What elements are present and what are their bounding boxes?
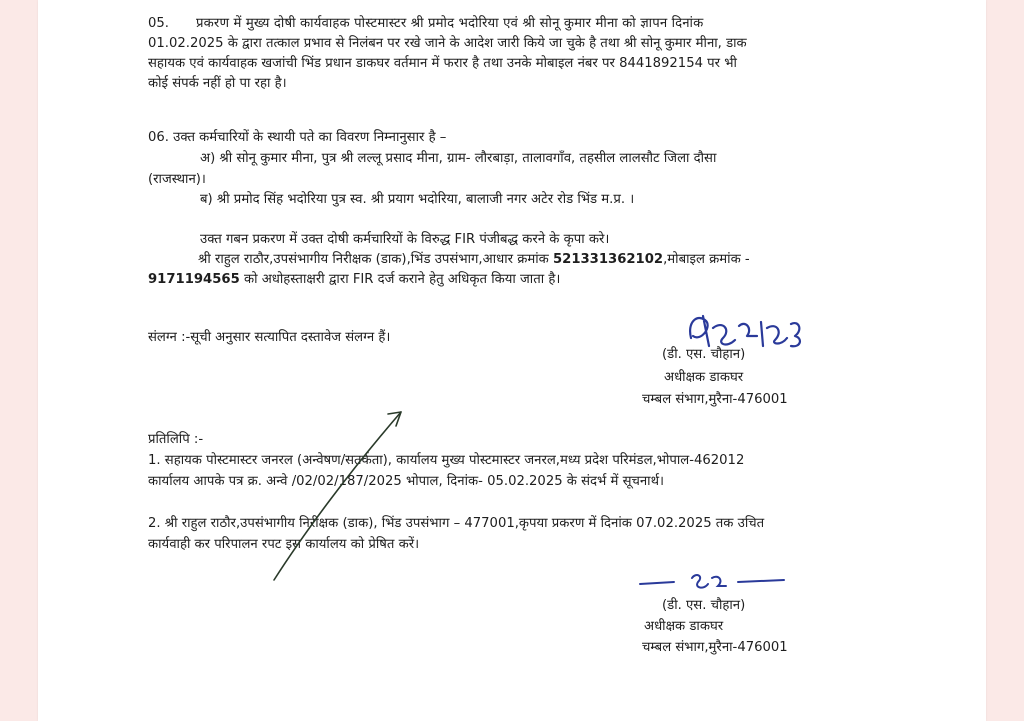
arrow-strike-mark	[256, 400, 416, 590]
letter-page	[38, 0, 986, 721]
copy-item-1-line2: कार्यालय आपके पत्र क्र. अन्वे /02/02/187/2025 भोपाल, दिनांक- 05.02.2025 के संदर्भ में सूचनार्थ।	[148, 474, 665, 489]
para05-line3: सहायक एवं कार्यवाहक खजांची भिंड प्रधान डाकघर वर्तमान में फरार है तथा उनके मोबाइल नंबर पर 8441892154 पर भी	[148, 56, 737, 71]
fir-officer-text: श्री राहुल राठौर,उपसंभागीय निरीक्षक (डाक),भिंड उपसंभाग,आधार क्रमांक	[198, 252, 553, 267]
copy-item-1-line1: 1. सहायक पोस्टमास्टर जनरल (अन्वेषण/सतर्कता), कार्यालय मुख्य पोस्टमास्टर जनरल,मध्य प्रदेश परिमंडल,भोपाल-462012	[148, 453, 745, 468]
signatory-name-2: (डी. एस. चौहान)	[662, 598, 746, 613]
fir-mobile-label: ,मोबाइल क्रमांक -	[663, 252, 750, 267]
para05-line4: कोई संपर्क नहीं हो पा रहा है।	[148, 76, 287, 91]
fir-authorization-line	[198, 250, 750, 270]
copy-item-2-line2: कार्यवाही कर परिपालन रपट इस कार्यालय को प्रेषित करें।	[148, 537, 420, 552]
aadhaar-number: 521331362102	[552, 252, 664, 267]
fir-authorized-text: को अधोहस्ताक्षरी द्वारा FIR दर्ज कराने हेतु अधिकृत किया जाता है।	[239, 272, 561, 287]
signatory-designation-1: अधीक्षक डाकघर	[664, 370, 744, 385]
address-item-b: ब) श्री प्रमोद सिंह भदोरिया पुत्र स्व. श्री प्रयाग भदोरिया, बालाजी नगर अटेर रोड भिंड म.प्र. ।	[200, 192, 635, 207]
copy-heading: प्रतिलिपि :-	[148, 432, 204, 447]
enclosure-note: संलग्न :-सूची अनुसार सत्यापित दस्तावेज संलग्न हैं।	[148, 330, 391, 345]
signatory-name-1: (डी. एस. चौहान)	[662, 347, 746, 362]
signatory-office-1: चम्बल संभाग,मुरैना-476001	[642, 392, 788, 407]
signatory-office-2: चम्बल संभाग,मुरैना-476001	[642, 640, 788, 655]
para05-line1: प्रकरण में मुख्य दोषी कार्यवाहक पोस्टमास्टर श्री प्रमोद भदोरिया एवं श्री सोनू कुमार मीना को ज्ञापन दिनांक	[196, 16, 704, 31]
para05-number: 05.	[148, 16, 169, 31]
signature-scribble-2	[634, 568, 794, 596]
mobile-number: 9171194565	[148, 272, 240, 287]
copy-item-2-line1: 2. श्री राहुल राठौर,उपसंभागीय निरीक्षक (डाक), भिंड उपसंभाग – 477001,कृपया प्रकरण में दिनांक 07.02.2025 तक उचित	[148, 516, 765, 531]
signatory-designation-2: अधीक्षक डाकघर	[644, 619, 724, 634]
address-item-a-continued: (राजस्थान)।	[148, 172, 206, 187]
address-item-a: अ) श्री सोनू कुमार मीना, पुत्र श्री लल्लू प्रसाद मीना, ग्राम- लौरबाड़ा, तालावगाँव, तहसील लालसौट जिला दौसा	[200, 151, 717, 166]
para06-heading: 06. उक्त कर्मचारियों के स्थायी पते का विवरण निम्नानुसार है –	[148, 130, 447, 145]
fir-request-line: उक्त गबन प्रकरण में उक्त दोषी कर्मचारियों के विरुद्ध FIR पंजीबद्ध करने के कृपा करे।	[200, 232, 610, 247]
para05-line2: 01.02.2025 के द्वारा तत्काल प्रभाव से निलंबन पर रखे जाने के आदेश जारी किये जा चुके है तथा श्री सोनू कुमार मीना, डाक	[148, 36, 747, 51]
fir-authorization-line2	[148, 270, 560, 290]
